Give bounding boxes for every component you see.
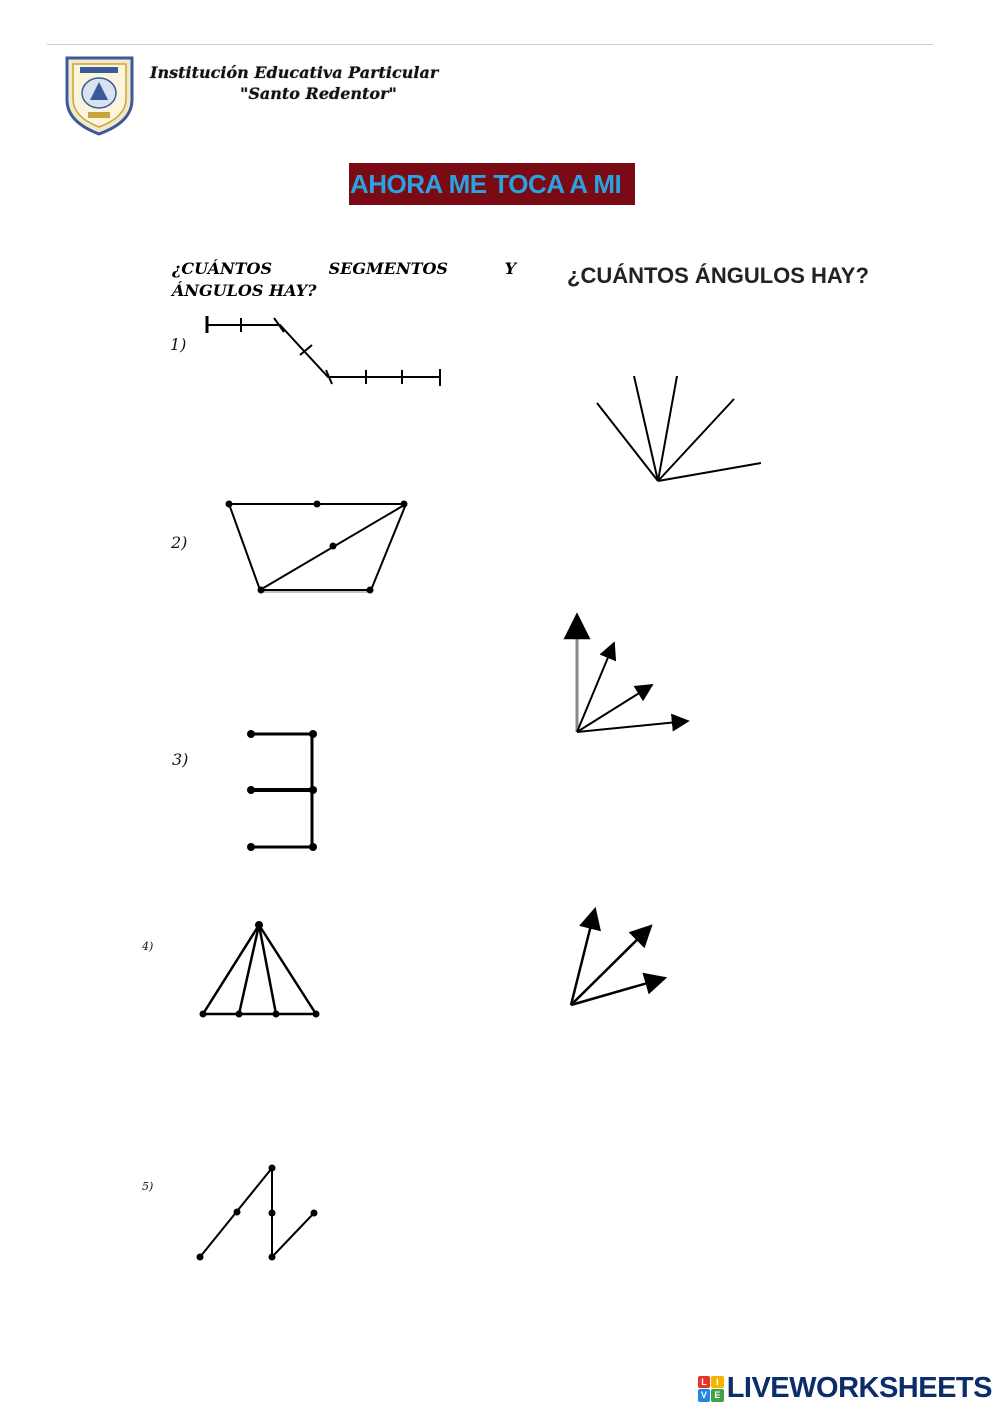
item-number-4: 4): [142, 940, 154, 953]
item-number-3: 3): [172, 750, 189, 769]
liveworksheets-logo-icon: [698, 1376, 724, 1402]
page-title: AHORA ME TOCA A MI: [350, 169, 622, 199]
figure-3-e-shape: [247, 730, 317, 851]
figure-4-triangle: [200, 921, 320, 1018]
left-question-line2: ÁNGULOS HAY?: [172, 281, 317, 300]
brand-name: LIVEWORKSHEETS: [726, 1372, 992, 1404]
item-number-5: 5): [142, 1180, 154, 1193]
left-question-word: SEGMENTOS: [328, 259, 448, 278]
logo-letter: I: [711, 1376, 724, 1389]
angles-figure-arrows-2: [571, 909, 665, 1005]
logo-letter: E: [711, 1389, 724, 1402]
liveworksheets-brand[interactable]: [698, 1372, 992, 1405]
figure-2-trapezoid: [226, 501, 408, 594]
school-name-line2: "Santo Redentor": [240, 84, 397, 103]
left-question-word: Y: [504, 259, 516, 278]
school-name-line1: Institución Educativa Particular: [150, 63, 439, 82]
item-number-1: 1): [170, 335, 187, 354]
angles-figure-arrows-1: [577, 615, 688, 732]
figure-1-segments: [207, 316, 440, 386]
logo-letter: L: [698, 1376, 711, 1389]
right-question: ¿CUÁNTOS ÁNGULOS HAY?: [567, 263, 869, 288]
item-number-2: 2): [171, 533, 188, 552]
left-question-word: ¿CUÁNTOS: [172, 259, 273, 278]
logo-letter: V: [698, 1389, 711, 1402]
figure-5-n-shape: [197, 1165, 318, 1261]
angles-figure-fan: [597, 376, 761, 481]
